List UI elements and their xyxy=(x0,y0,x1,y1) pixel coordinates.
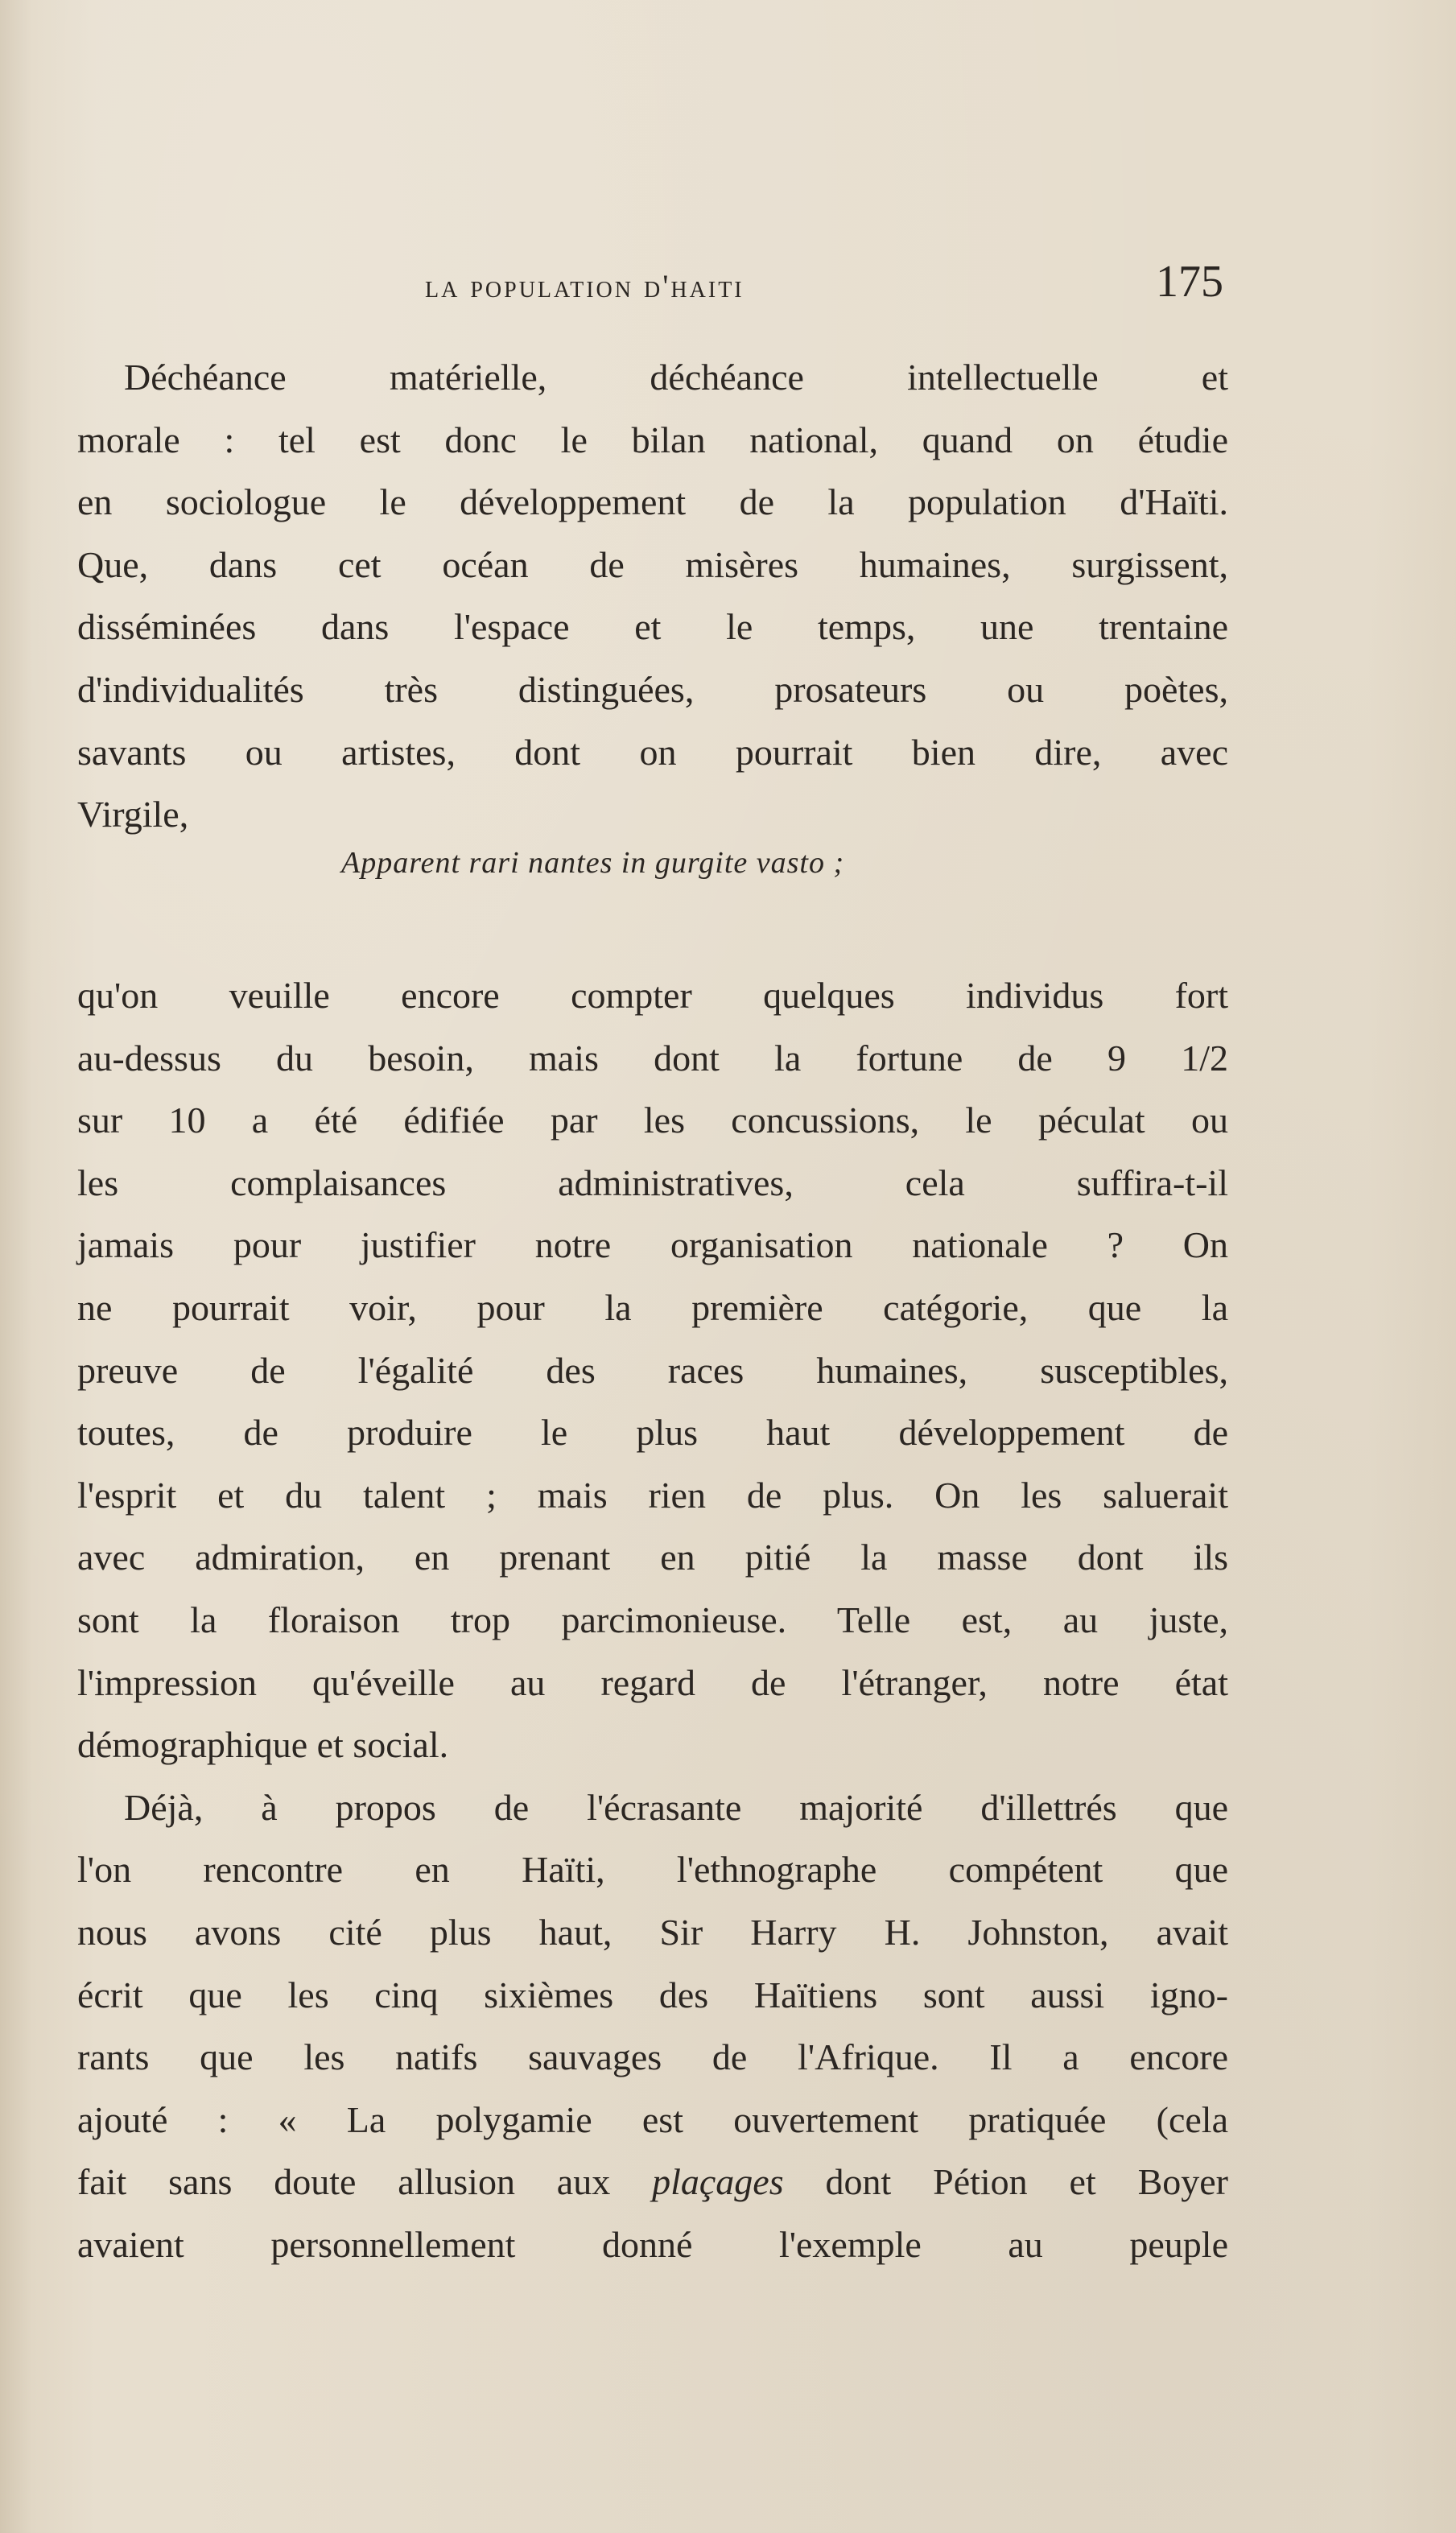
text-line: l'esprit et du talent ; mais rien de plus. On les saluerait xyxy=(77,1474,1228,1516)
text-line: l'impression qu'éveille au regard de l'étranger, notre état xyxy=(77,1661,1228,1703)
text-line: jamais pour justifier notre organisation nationale ? On xyxy=(77,1224,1228,1266)
text-line: écrit que les cinq sixièmes des Haïtiens sont aussi igno- xyxy=(77,1974,1228,2015)
text-line: sont la floraison trop parcimonieuse. Telle est, au juste, xyxy=(77,1599,1228,1640)
paragraph-1 xyxy=(77,346,1228,846)
text-line: les complaisances administratives, cela suffira-t-il xyxy=(77,1161,1228,1203)
text-line: qu'on veuille encore compter quelques individus fort xyxy=(77,975,1228,1016)
text-line: Virgile, xyxy=(77,794,189,835)
text-line: rants que les natifs sauvages de l'Afrique. Il a encore xyxy=(77,2036,1228,2078)
running-title: la population d'haiti xyxy=(425,268,744,304)
text-line-mixed xyxy=(77,2151,1228,2213)
text-line: l'on rencontre en Haïti, l'ethnographe compétent que xyxy=(77,1849,1228,1891)
text-line: sur 10 a été édifiée par les concussions, le péculat ou xyxy=(77,1099,1228,1141)
text-line: nous avons cité plus haut, Sir Harry H. Johnston, avait xyxy=(77,1911,1228,1953)
italic-term: plaçages xyxy=(652,2161,784,2203)
text-line: morale : tel est donc le bilan national, quand on étudie xyxy=(77,419,1228,460)
text-run: fait sans doute allusion aux xyxy=(77,2161,611,2203)
text-line: au-dessus du besoin, mais dont la fortune de 9 1/2 xyxy=(77,1037,1228,1079)
text-line: en sociologue le développement de la population d'Haïti. xyxy=(77,481,1228,523)
text-line: ne pourrait voir, pour la première catégorie, que la xyxy=(77,1286,1228,1328)
text-line: Déjà, à propos de l'écrasante majorité d'illettrés que xyxy=(124,1786,1228,1828)
text-line: démographique et social. xyxy=(77,1724,449,1766)
text-line: disséminées dans l'espace et le temps, une trentaine xyxy=(77,606,1228,648)
text-line: d'individualités très distinguées, prosateurs ou poètes, xyxy=(77,668,1228,710)
quote-text: Apparent rari nantes in gurgite vasto ; xyxy=(341,846,845,880)
text-line: avaient personnellement donné l'exemple au peuple xyxy=(77,2223,1228,2265)
text-line: Déchéance matérielle, déchéance intellectuelle et xyxy=(124,357,1228,398)
paragraph-2-and-3 xyxy=(77,964,1228,2275)
text-line: Que, dans cet océan de misères humaines, surgissent, xyxy=(77,543,1228,585)
text-line: avec admiration, en prenant en pitié la masse dont ils xyxy=(77,1537,1228,1578)
text-line: preuve de l'égalité des races humaines, susceptibles, xyxy=(77,1349,1228,1391)
latin-quote xyxy=(0,845,1456,910)
text-line: toutes, de produire le plus haut développement de xyxy=(77,1412,1228,1454)
page-number: 175 xyxy=(1156,257,1223,307)
text-line: savants ou artistes, dont on pourrait bien dire, avec xyxy=(77,731,1228,773)
text-run: dont Pétion et Boyer xyxy=(825,2161,1228,2203)
text-line: ajouté : « La polygamie est ouvertement pratiquée (cela xyxy=(77,2098,1228,2140)
running-head xyxy=(0,256,1456,312)
